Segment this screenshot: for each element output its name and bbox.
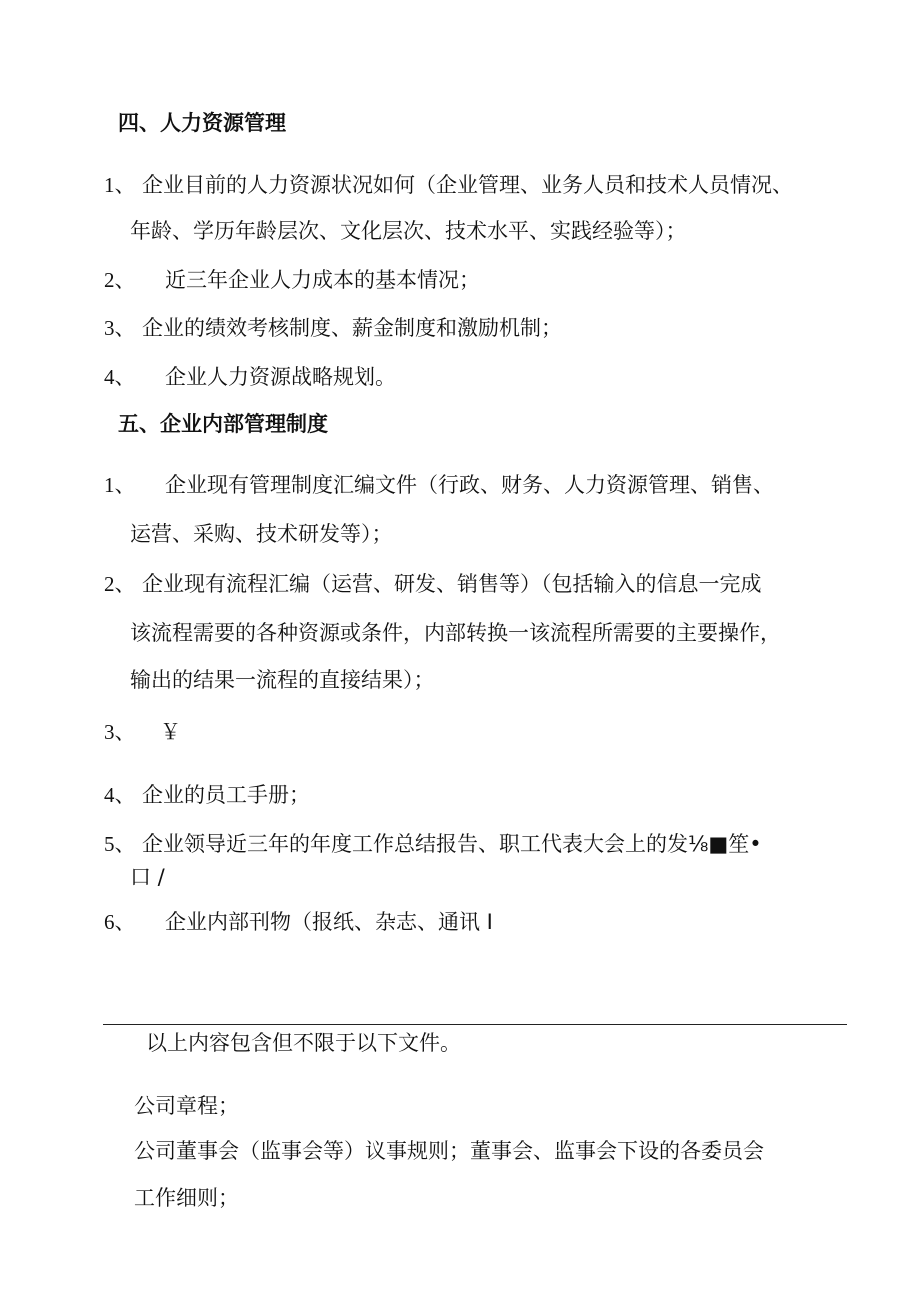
s5-item-3-line-1: ￥ [160, 720, 181, 744]
s4-item-4-line-1: 企业人力资源战略规划。 [165, 365, 396, 389]
footer-intro: 以上内容包含但不限于以下文件。 [146, 1031, 461, 1055]
s4-item-1-line-2: 年龄、学历年龄层次、文化层次、技术水平、实践经验等）； [130, 219, 687, 243]
s5-item-1-number: 1、 [104, 473, 136, 497]
s4-item-1-line-1: 企业目前的人力资源状况如何（企业管理、业务人员和技术人员情况、 [142, 173, 793, 197]
s5-item-2-number: 2、 [104, 572, 136, 596]
s5-item-6-line-1: 企业内部刊物（报纸、杂志、通讯 I [165, 910, 493, 934]
s5-item-5-line-2: 口 / [130, 865, 165, 889]
s5-item-5-number: 5、 [104, 832, 136, 856]
s5-item-3-number: 3、 [104, 720, 136, 744]
s4-item-4-number: 4、 [104, 365, 136, 389]
s5-item-1-line-2: 运营、采购、技术研发等）； [130, 522, 393, 546]
section-5-title: 五、企业内部管理制度 [118, 412, 328, 436]
s4-item-2-line-1: 近三年企业人力成本的基本情况； [165, 268, 480, 292]
s5-item-4-number: 4、 [104, 783, 136, 807]
s5-item-2-line-3: 输出的结果一流程的直接结果）； [130, 668, 435, 692]
s5-item-2-line-2: 该流程需要的各种资源或条件，内部转换一该流程所需要的主要操作， [130, 621, 781, 645]
footer-line-2: 公司董事会（监事会等）议事规则；董事会、监事会下设的各委员会 [134, 1139, 764, 1163]
s5-item-1-line-1: 企业现有管理制度汇编文件（行政、财务、人力资源管理、销售、 [165, 473, 774, 497]
s4-item-2-number: 2、 [104, 268, 136, 292]
s4-item-3-number: 3、 [104, 316, 136, 340]
s5-item-2-line-1: 企业现有流程汇编（运营、研发、销售等）（包括输入的信息一完成 [142, 572, 762, 596]
s5-item-6-number: 6、 [104, 910, 136, 934]
s4-item-3-line-1: 企业的绩效考核制度、薪金制度和激励机制； [142, 316, 562, 340]
horizontal-divider [103, 1024, 847, 1025]
s4-item-1-number: 1、 [104, 173, 136, 197]
footer-line-1: 公司章程； [134, 1094, 239, 1118]
s5-item-4-line-1: 企业的员工手册； [142, 783, 310, 807]
section-4-title: 四、人力资源管理 [118, 111, 286, 135]
s5-item-5-line-1: 企业领导近三年的年度工作总结报告、职工代表大会上的发⅛■笙• [142, 832, 762, 856]
footer-line-3: 工作细则； [134, 1186, 239, 1210]
